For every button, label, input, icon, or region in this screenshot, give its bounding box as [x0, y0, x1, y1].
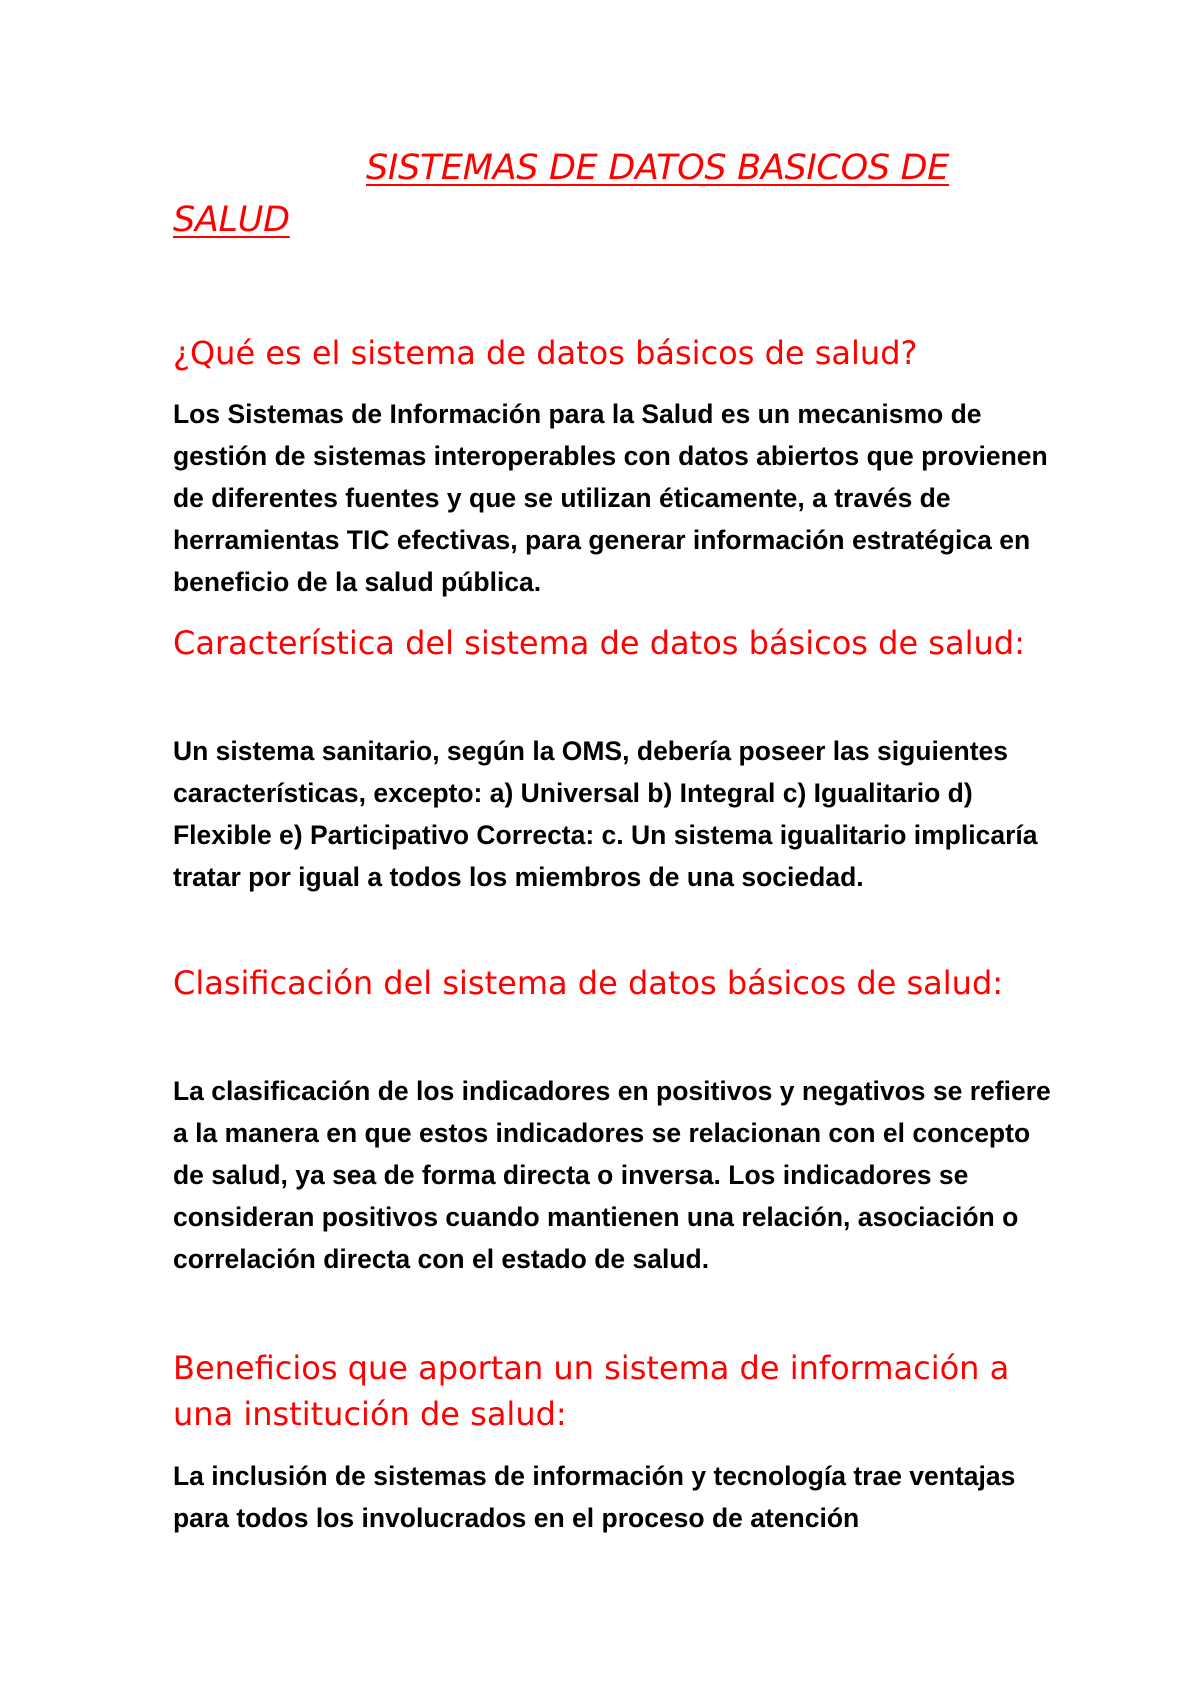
section-heading-beneficios: Beneficios que aportan un sistema de información a una institución de salud:	[173, 1349, 1010, 1433]
section-heading-que-es: ¿Qué es el sistema de datos básicos de salud?	[173, 334, 918, 372]
document-title: SISTEMAS DE DATOS BASICOS DE SALUD	[173, 148, 950, 240]
section-body-clasificacion: La clasificación de los indicadores en positivos y negativos se refiere a la manera en que estos indicadores se relacionan con el concepto de salud, ya sea de forma directa o inversa. Los indicadores se consideran positivos cuando mantienen una relación, asociación o correlación directa con el estado de salud.	[173, 1076, 1051, 1274]
section-body-caracteristica: Un sistema sanitario, según la OMS, debería poseer las siguientes características, excepto: a) Universal b) Integral c) Igualitario d) Flexible e) Participativo Correcta: c. Un sistema igualitario implicaría tratar por igual a todos los miembros de una sociedad.	[173, 736, 1038, 892]
section-heading-clasificacion: Clasificación del sistema de datos básicos de salud:	[173, 964, 1004, 1002]
section-body-beneficios: La inclusión de sistemas de información y tecnología trae ventajas para todos los involucrados en el proceso de atención	[173, 1461, 1016, 1533]
section-body-que-es: Los Sistemas de Información para la Salud es un mecanismo de gestión de sistemas interoperables con datos abiertos que provienen de diferentes fuentes y que se utilizan éticamente, a través de herramientas TIC efectivas, para generar información estratégica en beneficio de la salud pública.	[173, 399, 1048, 597]
section-heading-caracteristica: Característica del sistema de datos básicos de salud:	[173, 624, 1025, 662]
